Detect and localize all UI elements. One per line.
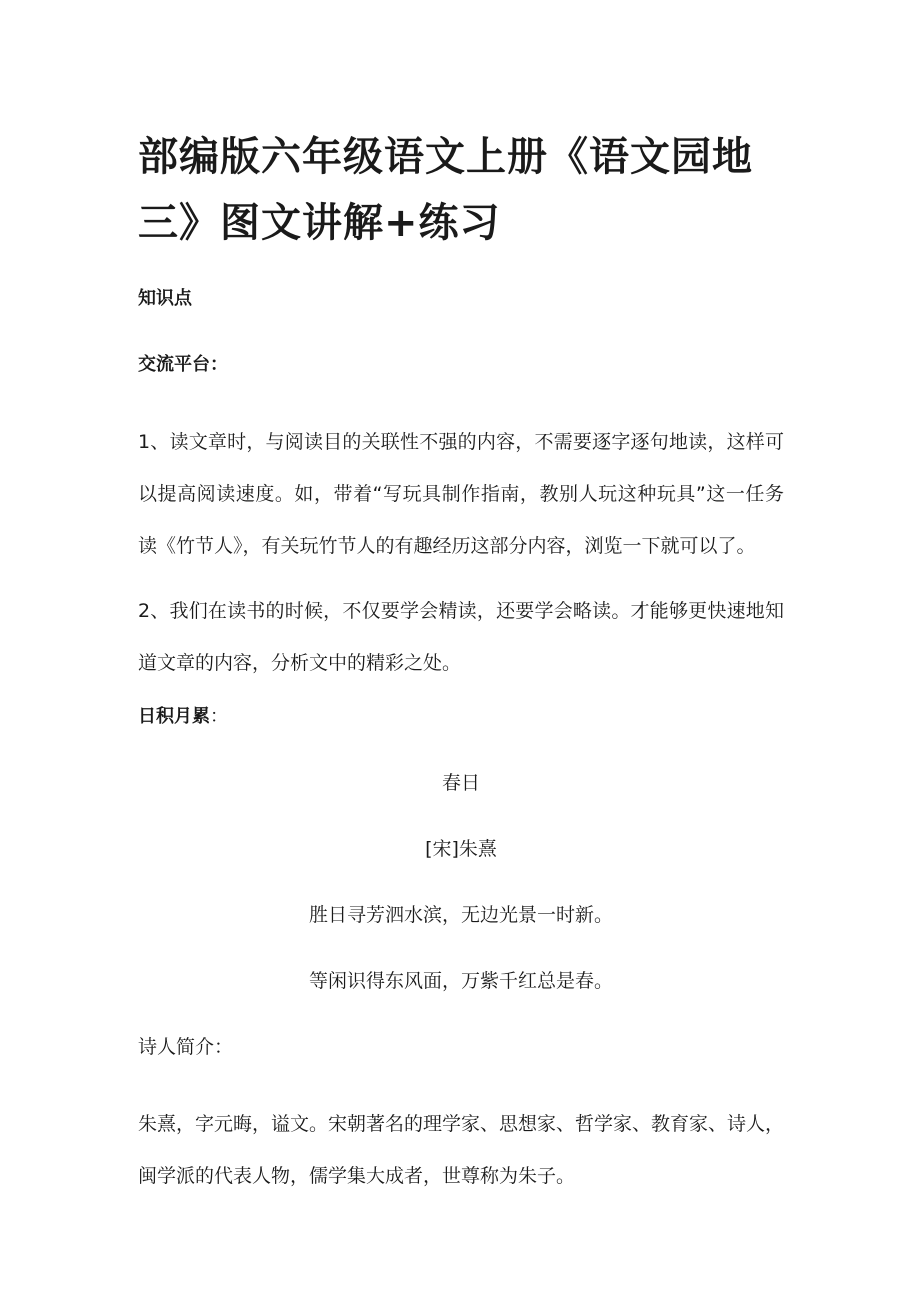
poem-title: 春日 xyxy=(441,772,480,794)
poem-line-2: 等闲识得东风面，万紫千红总是春。 xyxy=(308,970,613,992)
daily-heading-text: 日积月累 xyxy=(138,706,210,727)
paragraph-2: 2、我们在读书的时候，不仅要学会精读，还要学会略读。才能够更快速地知道文章的内容，分析文中的精彩之处。 xyxy=(138,600,784,674)
poem-line-1: 胜日寻芳泗水滨，无边光景一时新。 xyxy=(308,904,613,926)
poem-author: [宋]朱熹 xyxy=(425,838,497,860)
knowledge-heading: 知识点 xyxy=(138,288,192,309)
paragraph-1: 1、读文章时，与阅读目的关联性不强的内容，不需要逐字逐句地读，这样可以提高阅读速度。如，带着“写玩具制作指南，教别人玩这种玩具”这一任务读《竹节人》，有关玩竹节人的有趣经历这部分内容，浏览一下就可以了。 xyxy=(138,431,784,557)
poet-intro-text: 朱熹，字元晦，谥文。宋朝著名的理学家、思想家、哲学家、教育家、诗人，闽学派的代表人物，儒学集大成者，世尊称为朱子。 xyxy=(138,1113,785,1187)
poet-intro-heading: 诗人简介： xyxy=(138,1036,234,1058)
daily-heading-colon: ： xyxy=(210,706,228,727)
daily-heading xyxy=(138,702,784,732)
document-title: 部编版六年级语文上册《语文园地三》图文讲解+练习 xyxy=(138,134,753,246)
exchange-heading: 交流平台： xyxy=(138,354,228,375)
